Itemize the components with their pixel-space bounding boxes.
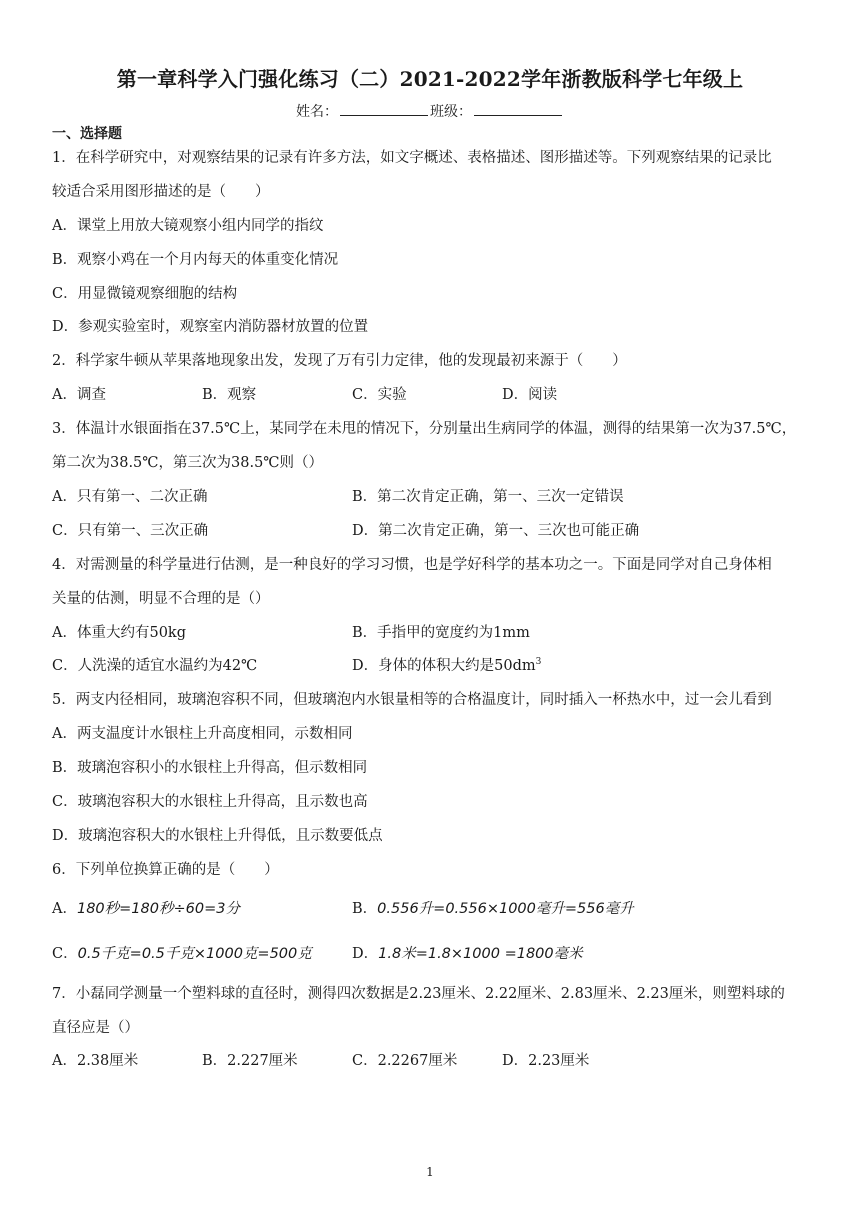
page-number: 1 <box>426 1165 434 1179</box>
q6-option-b-prefix: B． <box>352 901 378 917</box>
q6-option-d <box>352 944 583 964</box>
q1-option-b: B．观察小鸡在一个月内每天的体重变化情况 <box>52 252 339 268</box>
q7-stem-line2: 直径应是（） <box>52 1020 139 1036</box>
q3-stem-line1: 3．体温计水银面指在37.5℃上，某同学在未甩的情况下，分别量出生病同学的体温，测得的结果第一次为37.5℃， <box>52 421 797 437</box>
q5-option-c: C．玻璃泡容积大的水银柱上升得高，且示数也高 <box>52 794 368 810</box>
q4-option-d <box>352 656 541 676</box>
q6-stem: 6．下列单位换算正确的是（ ） <box>52 862 279 878</box>
class-blank[interactable] <box>474 103 562 116</box>
q3-option-b: B．第二次肯定正确，第一、三次一定错误 <box>352 489 624 505</box>
page-title: 第一章科学入门强化练习（二）2021-2022学年浙教版科学七年级上 <box>116 67 744 91</box>
q6-option-a-prefix: A． <box>52 901 77 917</box>
q4-option-a: A．体重大约有50kg <box>52 625 186 641</box>
q4-option-c: C．人洗澡的适宜水温约为42℃ <box>52 658 258 674</box>
q6-option-d-prefix: D． <box>352 946 379 962</box>
q5-option-d: D．玻璃泡容积大的水银柱上升得低，且示数要低点 <box>52 828 383 844</box>
q5-option-b: B．玻璃泡容积小的水银柱上升得高，但示数相同 <box>52 760 368 776</box>
q1-option-c: C．用显微镜观察细胞的结构 <box>52 286 238 302</box>
q2-option-d: D．阅读 <box>502 387 558 403</box>
q6-option-d-text: 1.8米=1.8×1000 =1800毫米 <box>378 946 583 962</box>
q1-option-d: D．参观实验室时，观察室内消防器材放置的位置 <box>52 319 369 335</box>
q7-option-d: D．2.23厘米 <box>502 1053 590 1069</box>
q3-option-c: C．只有第一、三次正确 <box>52 523 209 539</box>
class-label: 班级： <box>430 104 472 120</box>
q4-option-d-exponent: 3 <box>535 657 542 668</box>
name-blank[interactable] <box>340 103 428 116</box>
q6-option-b-text: 0.556升=0.556×1000毫升=556毫升 <box>377 901 634 917</box>
q3-option-d: D．第二次肯定正确，第一、三次也可能正确 <box>352 523 640 539</box>
q6-option-c-prefix: C． <box>52 946 78 962</box>
q7-option-c: C．2.2267厘米 <box>352 1053 458 1069</box>
q4-option-b: B．手指甲的宽度约为1mm <box>352 625 530 641</box>
q5-option-a: A．两支温度计水银柱上升高度相同，示数相同 <box>52 726 353 742</box>
q4-option-d-text: D．身体的体积大约是50dm <box>352 658 536 674</box>
q4-stem-line1: 4．对需测量的科学量进行估测，是一种良好的学习习惯，也是学好科学的基本功之一。下面是同学对自己身体相 <box>52 557 772 573</box>
q7-option-b: B．2.227厘米 <box>202 1053 298 1069</box>
name-class-line <box>0 101 860 121</box>
q5-stem: 5．两支内径相同，玻璃泡容积不同，但玻璃泡内水银量相等的合格温度计，同时插入一杯热水中，过一会儿看到 <box>52 692 772 708</box>
q6-option-b <box>352 899 634 919</box>
q6-option-c <box>52 944 312 964</box>
q7-stem-line1: 7．小磊同学测量一个塑料球的直径时，测得四次数据是2.23厘米、2.22厘米、2.83厘米、2.23厘米，则塑料球的 <box>52 986 785 1002</box>
q4-stem-line2: 关量的估测，明显不合理的是（） <box>52 591 270 607</box>
q3-stem-line2: 第二次为38.5℃，第三次为38.5℃则（） <box>52 455 324 471</box>
q3-option-a: A．只有第一、二次正确 <box>52 489 208 505</box>
q2-option-b: B．观察 <box>202 387 257 403</box>
q2-option-a: A．调查 <box>52 387 106 403</box>
q2-stem: 2．科学家牛顿从苹果落地现象出发，发现了万有引力定律，他的发现最初来源于（ ） <box>52 353 627 369</box>
q1-stem-line1: 1．在科学研究中，对观察结果的记录有许多方法，如文字概述、表格描述、图形描述等。下列观察结果的记录比 <box>52 150 772 166</box>
q6-option-c-text: 0.5千克=0.5千克×1000克=500克 <box>77 946 312 962</box>
section-heading: 一、选择题 <box>52 126 122 142</box>
q6-option-a-text: 180秒=180秒÷60=3分 <box>76 901 240 917</box>
q1-option-a: A．课堂上用放大镜观察小组内同学的指纹 <box>52 218 324 234</box>
q2-option-c: C．实验 <box>352 387 407 403</box>
name-label: 姓名： <box>296 104 338 120</box>
q1-stem-line2: 较适合采用图形描述的是（ ） <box>52 184 270 200</box>
q6-option-a <box>52 899 240 919</box>
q7-option-a: A．2.38厘米 <box>52 1053 139 1069</box>
